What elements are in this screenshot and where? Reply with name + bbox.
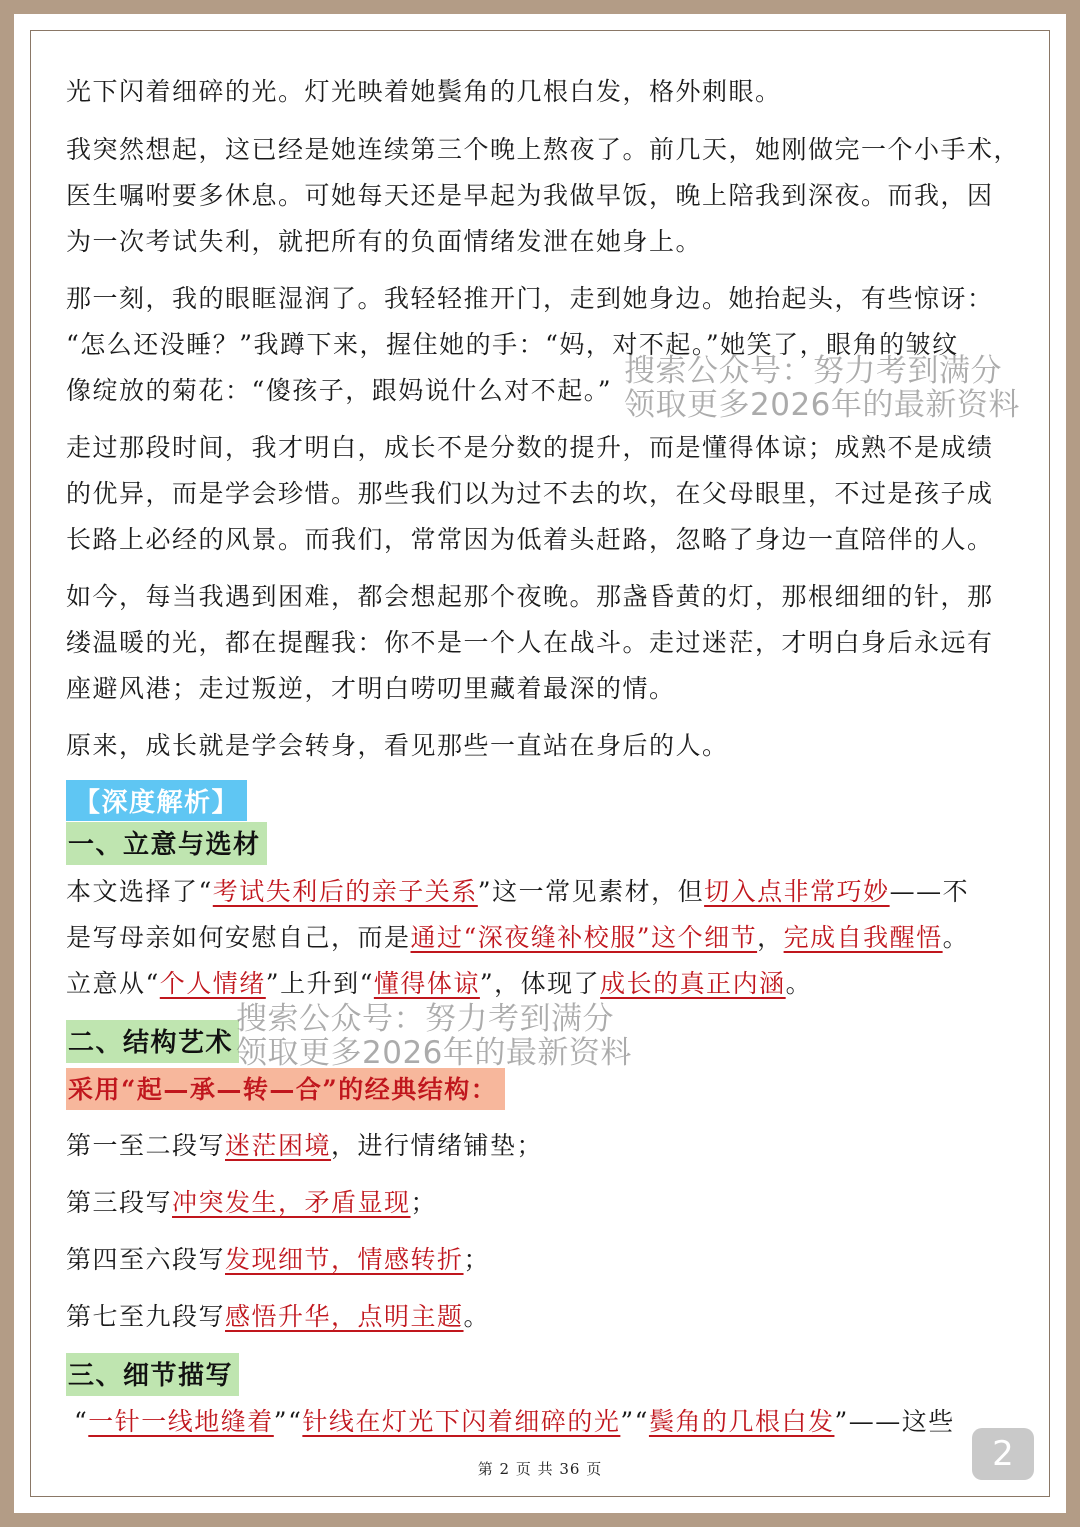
section-title-3: 三、细节描写	[66, 1353, 239, 1396]
text-run: 第四至六段写	[66, 1245, 226, 1274]
analysis-line	[66, 964, 812, 1000]
page-footer: 第 2 页 共 36 页	[477, 1460, 603, 1478]
watermark-line: 领取更多2026年的最新资料	[624, 387, 1020, 423]
text-run: 第三段写	[66, 1188, 173, 1217]
text-run: 。	[942, 923, 970, 952]
paragraph-line: 为一次考试失利，就把所有的负面情绪发泄在她身上。	[66, 227, 703, 256]
highlight-text: 针线在灯光下闪着细碎的光	[302, 1407, 621, 1436]
text-run: ，	[757, 923, 784, 952]
text-run: ”这一常见素材，但	[477, 877, 705, 906]
list-item	[66, 1126, 543, 1162]
highlight-text: 迷茫困境	[225, 1131, 332, 1160]
watermark-line: 搜索公众号：努力考到满分	[236, 1001, 614, 1037]
paragraph-line: 我突然想起，这已经是她连续第三个晚上熬夜了。前几天，她刚做完一个小手术，	[66, 135, 1021, 164]
text-run: 。	[785, 969, 813, 998]
highlight-text: 发现细节，情感转折	[225, 1245, 464, 1274]
paragraph-line: 像绽放的菊花：“傻孩子，跟妈说什么对不起。”	[66, 376, 613, 405]
text-run: 本文选择了“	[66, 877, 213, 906]
watermark-line: 领取更多2026年的最新资料	[236, 1035, 632, 1071]
paragraph-line: 走过那段时间，我才明白，成长不是分数的提升，而是懂得体谅；成熟不是成绩	[66, 433, 994, 462]
text-run: 立意从“	[66, 969, 160, 998]
page-number-badge: 2	[972, 1428, 1034, 1480]
highlight-text: 切入点非常巧妙	[704, 877, 890, 906]
highlight-text: 懂得体谅	[373, 969, 480, 998]
structure-subtitle: 采用“起—承—转—合”的经典结构：	[66, 1068, 505, 1110]
paragraph-line: 原来，成长就是学会转身，看见那些一直站在身后的人。	[66, 731, 729, 760]
text-run: ；	[410, 1188, 438, 1217]
list-item	[66, 1297, 490, 1333]
text-run: ——这些	[848, 1407, 955, 1436]
highlight-text: 通过“深夜缝补校服”这个细节	[410, 923, 758, 952]
text-run: ”，体现了	[479, 969, 601, 998]
section-title-1: 一、立意与选材	[66, 822, 267, 865]
text-run: 是写母亲如何安慰自己，而是	[66, 923, 411, 952]
list-item	[66, 1240, 490, 1276]
watermark-line: 搜索公众号：努力考到满分	[624, 353, 1002, 389]
section-title-2: 二、结构艺术	[66, 1020, 239, 1063]
analysis-line	[66, 918, 969, 954]
list-item	[66, 1183, 437, 1219]
text-run: 第七至九段写	[66, 1302, 226, 1331]
highlight-text: 成长的真正内涵	[600, 969, 786, 998]
paragraph-line: 医生嘱咐要多休息。可她每天还是早起为我做早饭，晚上陪我到深夜。而我，因	[66, 181, 994, 210]
paragraph-line: “怎么还没睡？”我蹲下来，握住她的手：“妈，对不起。”她笑了，眼角的皱纹	[66, 330, 959, 359]
paragraph-line: 座避风港；走过叛逆，才明白唠叨里藏着最深的情。	[66, 674, 676, 703]
highlight-text: 冲突发生，矛盾显现	[172, 1188, 411, 1217]
paragraph-line: 的优异，而是学会珍惜。那些我们以为过不去的坎，在父母眼里，不过是孩子成	[66, 479, 994, 508]
highlight-text: 考试失利后的亲子关系	[212, 877, 478, 906]
highlight-text: 感悟升华，点明主题	[225, 1302, 464, 1331]
highlight-text: 鬓角的几根白发	[648, 1407, 835, 1436]
section-subheading	[66, 1068, 505, 1110]
watermark	[624, 354, 1020, 422]
paragraph-line: 如今，每当我遇到困难，都会想起那个夜晚。那盏昏黄的灯，那根细细的针，那	[66, 582, 994, 611]
text-run: ”上升到“	[265, 969, 374, 998]
highlight-text: 个人情绪	[159, 969, 266, 998]
paragraph-line: 光下闪着细碎的光。灯光映着她鬓角的几根白发，格外刺眼。	[66, 77, 782, 106]
text-run: 第一至二段写	[66, 1131, 226, 1160]
highlight-text: 完成自我醒悟	[783, 923, 943, 952]
paragraph-line: 长路上必经的风景。而我们，常常因为低着头赶路，忽略了身边一直陪伴的人。	[66, 525, 994, 554]
paragraph-line: 缕温暖的光，都在提醒我：你不是一个人在战斗。走过迷茫，才明白身后永远有	[66, 628, 994, 657]
section-heading	[66, 822, 267, 865]
highlight-text: 一针一线地缝着	[88, 1407, 274, 1436]
section-heading	[66, 1020, 239, 1063]
text-run: ，进行情绪铺垫；	[331, 1131, 544, 1160]
analysis-line: “一针一线地缝着”“针线在灯光下闪着细碎的光”“鬓角的几根白发”——这些	[74, 1407, 955, 1436]
watermark	[236, 1002, 632, 1070]
text-run: 。	[463, 1302, 491, 1331]
analysis-tag-label: 【深度解析】	[66, 780, 247, 821]
paragraph-line: 那一刻，我的眼眶湿润了。我轻轻推开门，走到她身边。她抬起头，有些惊讶：	[66, 284, 994, 313]
text-run: ；	[463, 1245, 491, 1274]
section-heading	[66, 1353, 239, 1396]
text-run: ——不	[889, 877, 970, 906]
analysis-tag	[66, 780, 247, 821]
analysis-line	[66, 872, 969, 908]
